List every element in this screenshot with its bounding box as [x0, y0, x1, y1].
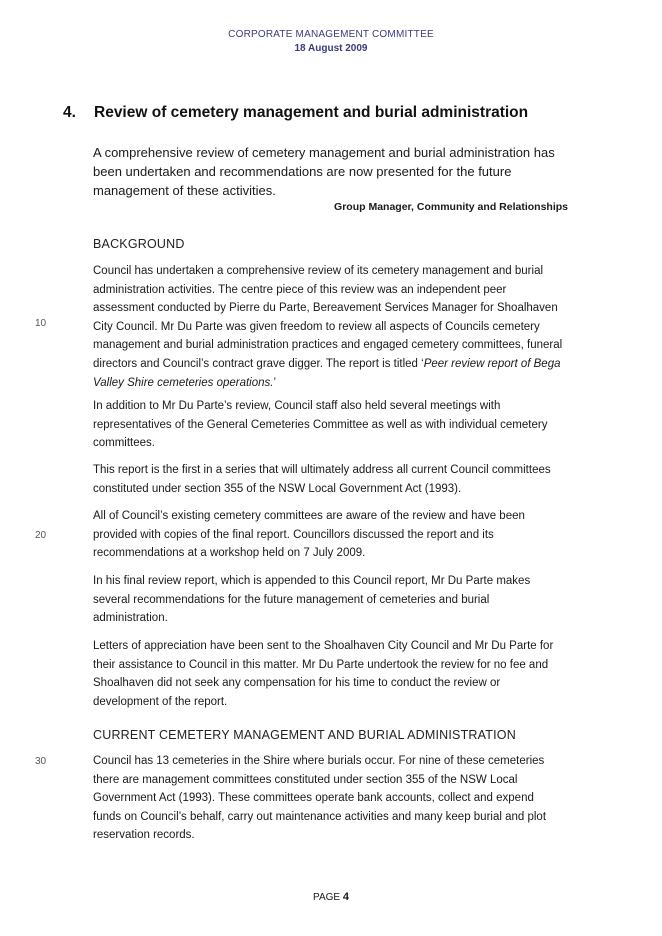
- item-byline: Group Manager, Community and Relationships: [334, 201, 568, 213]
- committee-name: CORPORATE MANAGEMENT COMMITTEE: [228, 29, 434, 40]
- background-heading: BACKGROUND: [93, 237, 185, 251]
- item-heading: [63, 104, 528, 122]
- page-footer: [0, 891, 662, 903]
- current-management-heading: CURRENT CEMETERY MANAGEMENT AND BURIAL ADMINISTRATION: [93, 728, 516, 742]
- page-label: PAGE: [313, 892, 341, 903]
- item-number: 4.: [63, 104, 76, 121]
- background-paragraph-6: Letters of appreciation have been sent to the Shoalhaven City Council and Mr Du Parte for their assistance to Council in this matter. Mr Du Parte undertook the review for no fee and Shoalhaven did not seek any compensation for his time to conduct the review or development of the report.: [93, 640, 554, 708]
- line-number: 20: [35, 530, 47, 541]
- item-title: Review of cemetery management and burial administration: [94, 104, 529, 121]
- meeting-date: 18 August 2009: [294, 43, 368, 54]
- current-paragraph-1: Council has 13 cemeteries in the Shire where burials occur. For nine of these cemeteries there are management committees constituted under section 355 of the NSW Local Government Act (1993). These committees operate bank accounts, collect and expend funds on Council’s behalf, carry out maintenance activities and many keep burial and plot reservation records.: [93, 755, 547, 842]
- line-number: 10: [35, 318, 47, 329]
- background-paragraph-1-text: Council has undertaken a comprehensive review of its cemetery management and burial administration activities. The centre piece of this review was an independent peer assessment conducted by Pierre du Parte, Bereavement Services Manager for Shoalhaven City Council. Mr Du Parte was given freedom to review all aspects of Councils cemetery management and burial administration practices and engaged cemetery committees, funeral directors and Council’s contract grave digger. The report is titled ‘: [93, 265, 563, 370]
- background-paragraph-1-end: ’: [273, 376, 277, 389]
- background-paragraph-1: [93, 262, 563, 392]
- item-summary: A comprehensive review of cemetery management and burial administration has been undertaken and recommendations are now presented for the future management of these activities.: [93, 145, 555, 198]
- report-title: Peer review report of Bega Valley Shire cemeteries operations.: [93, 357, 561, 389]
- background-paragraph-3: This report is the first in a series that will ultimately address all current Council committees constituted under section 355 of the NSW Local Government Act (1993).: [93, 464, 551, 495]
- background-paragraph-2: In addition to Mr Du Parte’s review, Council staff also held several meetings with representatives of the General Cemeteries Committee as well as with individual cemetery committees.: [93, 400, 548, 450]
- background-paragraph-5: In his final review report, which is appended to this Council report, Mr Du Parte makes several recommendations for the future management of cemeteries and burial administration.: [93, 575, 531, 625]
- page-number: 4: [342, 891, 349, 903]
- background-paragraph-4: All of Council’s existing cemetery committees are aware of the review and have been provided with copies of the final report. Councillors discussed the report and its recommendations at a workshop held on 7 July 2009.: [93, 510, 525, 560]
- line-number: 30: [35, 756, 47, 767]
- page-header: [0, 29, 662, 54]
